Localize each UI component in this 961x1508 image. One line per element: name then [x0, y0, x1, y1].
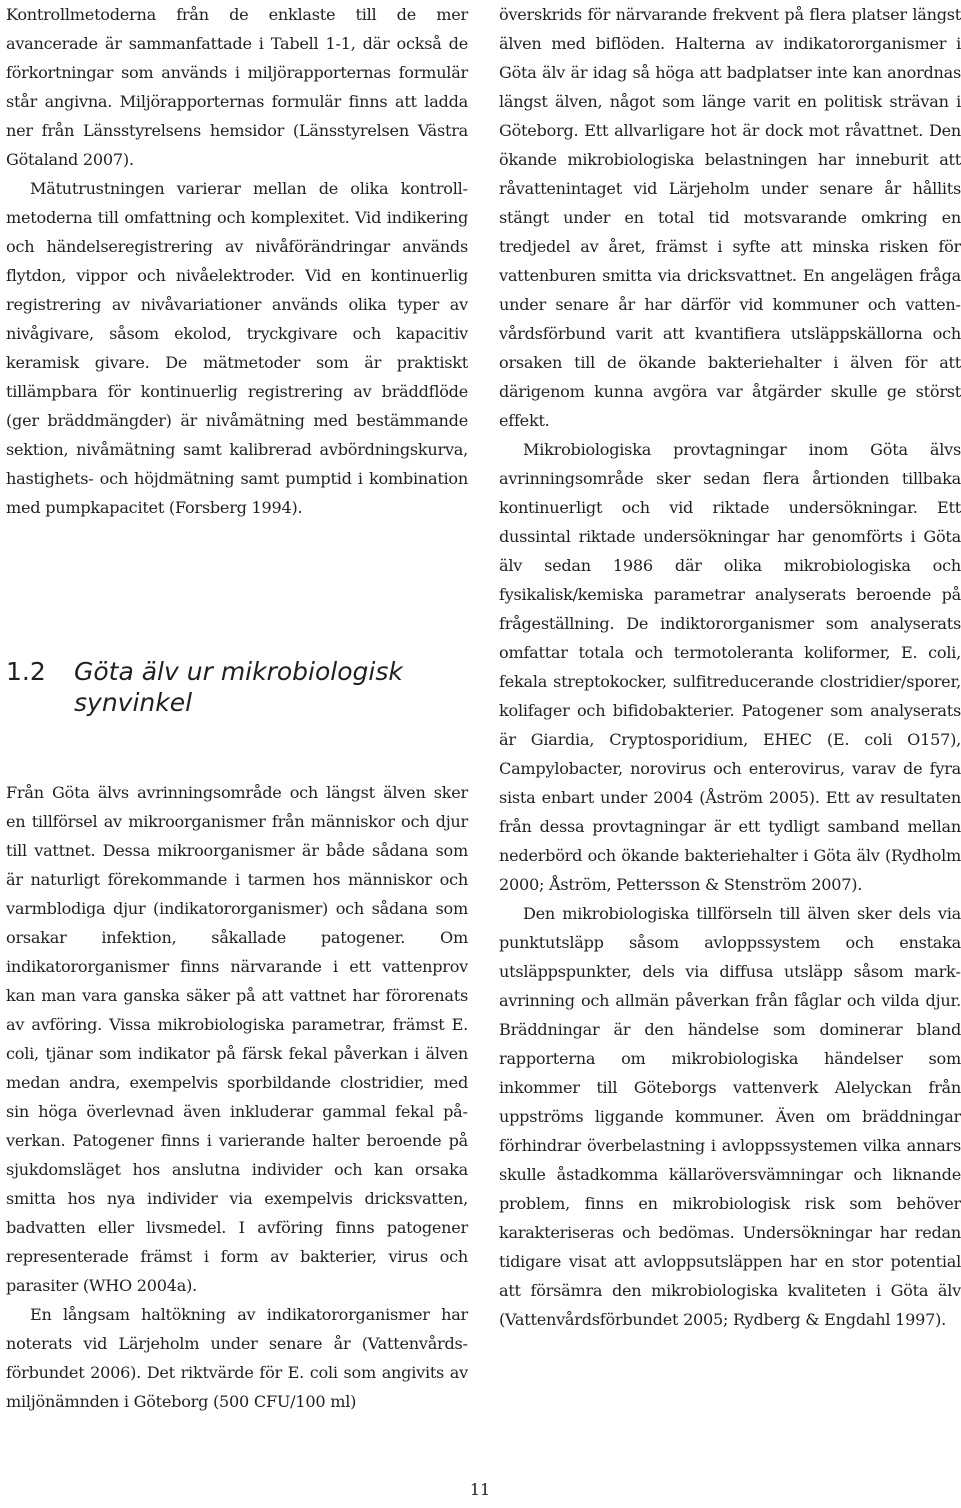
paragraph-tillforseln: Den mikrobiologiska tillförseln till älven sker dels via punktutsläpp såsom avloppssystem och enstaka utsläppspunkter, dels via diffusa utsläpp såsom markavrinning och allmän påverkan från fåglar och vilda djur. Bräddningar är den händelse som dominerar bland rapporterna om mikrobiologiska händelser som inkommer till Göteborgs vattenverk Alelyckan från uppströms liggande kommuner. Även om bräddningar förhindrar överbelastning i avloppssystemen vilka annars skulle åstadkomma källaröversvämningar och liknande problem, finns en mikrobiologisk risk som behöver karakteriseras och bedömas. Undersökningar har redan tidigare visat att avloppsutsläppen har en stor potential att försämra den mikrobiologiska kvaliteten i Göta älv (Vattenvårdsförbundet 2005; Rydberg & Engdahl 1997).	[499, 904, 961, 1329]
paragraph-tillforsel: Från Göta älvs avrinningsområde och längst älven sker en tillförsel av mikroorganismer från människor och djur till vattnet. Dessa mikroorganismer är både sådana som är naturligt förekommande i tarmen hos människor och varmblodiga djur (indikatororganismer) och sådana som orsakar infektion, såkallade patogener. Om indikatororganismer finns närvarande i ett vattenprov kan man vara ganska säker på att vattnet har förorenats av avföring. Vissa mikrobiologiska parametrar, främst E. coli, tjänar som indikator på färsk fekal påverkan i älven medan andra, exempelvis sporbildande clostridier, med sin höga överlevnad även inkluderar gammal fekal påverkan. Patogener finns i varierande halter beroende på sjukdomsläget hos anslutna individer och kan orsaka smitta hos nya individer via exempelvis dricksvatten, badvatten eller livsmedel. I avföring finns patogener representerade främst i form av bakterier, virus och parasiter (WHO 2004a).	[6, 783, 468, 1295]
paragraph-provtagningar: Mikrobiologiska provtagningar inom Göta älvs avrinningsområde sker sedan flera årtionden tillbaka kontinuerligt och vid riktade undersökningar. Ett dussintal riktade undersökningar har genomförts i Göta älv sedan 1986 där olika mikrobiologiska och fysikalisk/kemiska parametrar analyserats beroende på frågeställning. De indiktororganismer som analyserats omfattar totala och termotoleranta koliformer, E. coli, fekala streptokocker, sulfitreducerande clostridier/sporer, kolifager och bifidobakterier. Patogener som analyserats är Giardia, Cryptosporidium, EHEC (E. coli O157), Campylobacter, norovirus och enterovirus, varav de fyra sista enbart under 2004 (Åström 2005). Ett av resultaten från dessa provtagningar är ett tydligt samband mellan nederbörd och ökande bakteriehalter i Göta älv (Rydholm 2000; Åström, Pettersson & Stenström 2007).	[499, 440, 961, 894]
section-title: Göta älv ur mikrobiologisk synvinkel	[74, 657, 403, 717]
paragraph-kontrollmetoderna: Kontrollmetoderna från de enklaste till de mer avancerade är sammanfattade i Tabell 1-1, där också de förkortningar som används i miljörapporternas formulär står angivna. Miljörapporternas formulär finns att ladda ner från Länsstyrelsens hemsidor (Länsstyrelsen Västra Götaland 2007).	[6, 5, 468, 169]
paragraph-overskrids: överskrids för närvarande frekvent på flera platser längst älven med biflöden. Halterna av indikatororganismer i Göta älv är idag så höga att badplatser inte kan anordnas längst älven, något som länge varit en politisk strävan i Göteborg. Ett allvarligare hot är dock mot råvattnet. Den ökande mikrobiologiska belastningen har inneburit att råvattenintaget vid Lärjeholm under senare år hållits stängt under en total tid motsvarande omkring en tredjedel av året, främst i syfte att minska risken för vattenburen smitta via dricksvattnet. En angelägen fråga under senare år har därför vid kommuner och vattenvårdsförbund varit att kvantifiera utsläppskällorna och orsaken till de ökande bakteriehalter i älven för att därigenom kunna avgöra var åtgärder skulle ge störst effekt.	[499, 5, 961, 430]
paragraph-matutrustningen: Mätutrustningen varierar mellan de olika kontrollmetoderna till omfattning och komplexitet. Vid indikering och händelseregistrering av nivåförändringar används flytdon, vippor och nivåelektroder. Vid en kontinuerlig registrering av nivåvariationer används olika typer av nivågivare, såsom ekolod, tryckgivare och kapacitiv keramisk givare. De mätmetoder som är praktiskt tillämpbara för kontinuerlig registrering av bräddflöde (ger bräddmängder) är nivåmätning med bestämmande sektion, nivåmätning samt kalibrerad avbördningskurva, hastighets- och höjdmätning samt pumptid i kombination med pumpkapacitet (Forsberg 1994).	[6, 179, 468, 517]
section-heading	[6, 656, 476, 718]
section-number: 1.2	[6, 657, 46, 686]
paragraph-haltokning: En långsam haltökning av indikatororganismer har noterats vid Lärjeholm under senare år (Vattenvårdsförbundet 2006). Det riktvärde för E. coli som angivits av miljönämnden i Göteborg (500 CFU/100 ml)	[6, 1305, 468, 1411]
left-column	[6, 0, 468, 551]
page-number: 11	[469, 1480, 491, 1499]
right-column	[499, 0, 961, 1334]
left-column-lower	[6, 778, 468, 1416]
